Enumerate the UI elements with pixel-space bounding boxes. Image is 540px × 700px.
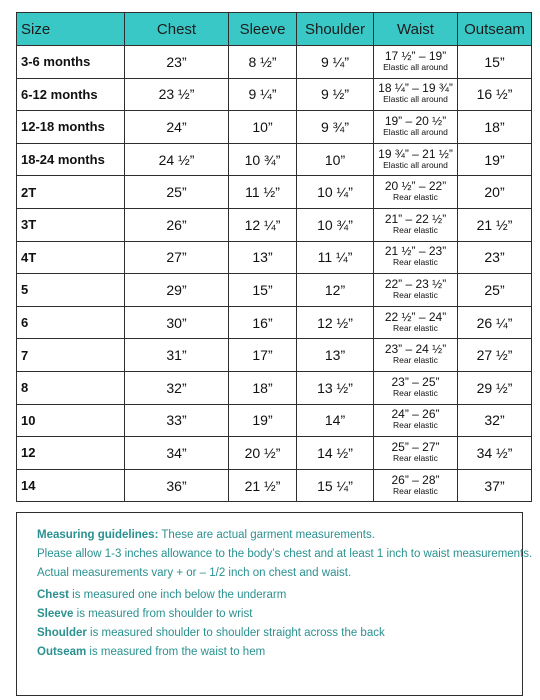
waist-range: 22 ½” – 24” [384,309,447,324]
shoulder-cell: 14 ½” [297,437,374,470]
size-cell: 5 [17,274,125,307]
waist-note: Rear elastic [393,289,438,300]
size-row [17,306,532,339]
definition-term: Outseam [37,646,87,658]
header-sleeve: Sleeve [229,13,297,46]
sleeve-cell: 13” [229,241,297,274]
header-chest: Chest [125,13,229,46]
waist-range: 26” – 28” [391,472,440,487]
size-row [17,469,532,502]
header-waist: Waist [374,13,458,46]
waist-note: Rear elastic [393,257,438,268]
waist-cell [374,339,458,372]
outseam-cell: 16 ½” [458,78,532,111]
chest-cell: 31” [125,339,229,372]
waist-cell [374,78,458,111]
size-cell: 2T [17,176,125,209]
size-cell: 8 [17,371,125,404]
waist-range: 21 ½” – 23” [384,244,447,259]
size-row [17,371,532,404]
outseam-cell: 20” [458,176,532,209]
waist-range: 18 ¼” – 19 ¾” [378,81,453,96]
measuring-guidelines [16,512,533,696]
sleeve-cell: 12 ¼” [229,208,297,241]
outseam-cell: 34 ½” [458,437,532,470]
size-row [17,46,532,79]
sleeve-cell: 19” [229,404,297,437]
waist-cell [374,437,458,470]
shoulder-cell: 14” [297,404,374,437]
shoulder-cell: 10 ¼” [297,176,374,209]
waist-note: Elastic all around [383,94,448,105]
header-shoulder: Shoulder [297,13,374,46]
waist-range: 22” – 23 ½” [384,276,447,291]
header-size: Size [17,13,125,46]
chest-cell: 23” [125,46,229,79]
size-cell: 6 [17,306,125,339]
sleeve-cell: 16” [229,306,297,339]
waist-note: Rear elastic [393,192,438,203]
outseam-cell: 29 ½” [458,371,532,404]
waist-note: Rear elastic [393,420,438,431]
outseam-cell: 37” [458,469,532,502]
size-row [17,274,532,307]
size-cell: 18-24 months [17,143,125,176]
waist-cell [374,176,458,209]
waist-note: Elastic all around [383,61,448,72]
sleeve-cell: 8 ½” [229,46,297,79]
sleeve-cell: 21 ½” [229,469,297,502]
outseam-cell: 23” [458,241,532,274]
definition-chest [37,589,286,601]
size-row [17,176,532,209]
chest-cell: 25” [125,176,229,209]
chest-cell: 27” [125,241,229,274]
definition-term: Shoulder [37,627,87,639]
waist-note: Elastic all around [383,159,448,170]
waist-cell [374,404,458,437]
size-row [17,208,532,241]
shoulder-cell: 13” [297,339,374,372]
chest-cell: 33” [125,404,229,437]
size-cell: 7 [17,339,125,372]
shoulder-cell: 9 ½” [297,78,374,111]
outseam-cell: 26 ¼” [458,306,532,339]
shoulder-cell: 10 ¾” [297,208,374,241]
sleeve-cell: 18” [229,371,297,404]
definition-text: is measured one inch below the underarm [68,589,287,601]
outseam-cell: 27 ½” [458,339,532,372]
size-row [17,404,532,437]
definition-term: Chest [37,589,69,601]
size-row [17,339,532,372]
chest-cell: 26” [125,208,229,241]
shoulder-cell: 11 ¼” [297,241,374,274]
waist-cell [374,469,458,502]
sleeve-cell: 9 ¼” [229,78,297,111]
waist-range: 19 ¾” – 21 ½” [378,146,453,161]
size-row [17,78,532,111]
shoulder-cell: 12” [297,274,374,307]
header-outseam: Outseam [458,13,532,46]
size-cell: 12 [17,437,125,470]
shoulder-cell: 9 ¼” [297,46,374,79]
guidelines-intro-text: These are actual garment measurements. [158,529,375,541]
definition-term: Sleeve [37,608,74,620]
waist-range: 19” – 20 ½” [384,113,447,128]
waist-note: Rear elastic [393,452,438,463]
outseam-cell: 18” [458,111,532,144]
size-row [17,143,532,176]
size-chart-body [17,46,532,502]
waist-range: 20 ½” – 22” [384,179,447,194]
chest-cell: 32” [125,371,229,404]
chest-cell: 34” [125,437,229,470]
waist-note: Rear elastic [393,224,438,235]
waist-range: 17 ½” – 19” [384,48,447,63]
guidelines-intro [37,529,375,541]
sleeve-cell: 20 ½” [229,437,297,470]
chest-cell: 36” [125,469,229,502]
size-cell: 10 [17,404,125,437]
chest-cell: 24” [125,111,229,144]
waist-cell [374,274,458,307]
guidelines-title: Measuring guidelines: [37,529,159,541]
waist-cell [374,371,458,404]
guidelines-allowance: Please allow 1-3 inches allowance to the body’s chest and at least 1 inch to waist measurements. [37,548,533,560]
shoulder-cell: 10” [297,143,374,176]
waist-cell [374,111,458,144]
size-cell: 6-12 months [17,78,125,111]
outseam-cell: 15” [458,46,532,79]
size-cell: 3-6 months [17,46,125,79]
shoulder-cell: 12 ½” [297,306,374,339]
definition-shoulder [37,627,385,639]
size-row [17,437,532,470]
waist-note: Elastic all around [383,126,448,137]
size-row [17,241,532,274]
waist-range: 24” – 26” [391,407,440,422]
chest-cell: 23 ½” [125,78,229,111]
outseam-cell: 19” [458,143,532,176]
shoulder-cell: 15 ¼” [297,469,374,502]
waist-cell [374,241,458,274]
waist-range: 25” – 27” [391,439,440,454]
size-cell: 12-18 months [17,111,125,144]
guidelines-variance: Actual measurements vary + or – 1/2 inch on chest and waist. [37,567,352,579]
size-cell: 4T [17,241,125,274]
outseam-cell: 25” [458,274,532,307]
waist-cell [374,143,458,176]
waist-note: Rear elastic [393,322,438,333]
definition-text: is measured from shoulder to wrist [73,608,253,620]
size-cell: 3T [17,208,125,241]
outseam-cell: 32” [458,404,532,437]
waist-note: Rear elastic [393,355,438,366]
waist-note: Rear elastic [393,485,438,496]
waist-cell [374,306,458,339]
waist-range: 23” – 25” [391,374,440,389]
outseam-cell: 21 ½” [458,208,532,241]
sleeve-cell: 11 ½” [229,176,297,209]
definition-text: is measured from the waist to hem [86,646,266,658]
sleeve-cell: 10” [229,111,297,144]
chest-cell: 24 ½” [125,143,229,176]
definition-text: is measured shoulder to shoulder straight across the back [86,627,385,639]
sleeve-cell: 17” [229,339,297,372]
header-row [17,13,532,46]
chest-cell: 30” [125,306,229,339]
size-row [17,111,532,144]
size-chart-table [16,12,532,502]
waist-cell [374,208,458,241]
waist-range: 21” – 22 ½” [384,211,447,226]
shoulder-cell: 9 ¾” [297,111,374,144]
sleeve-cell: 15” [229,274,297,307]
chest-cell: 29” [125,274,229,307]
waist-cell [374,46,458,79]
definition-sleeve [37,608,252,620]
size-cell: 14 [17,469,125,502]
shoulder-cell: 13 ½” [297,371,374,404]
waist-range: 23” – 24 ½” [384,342,447,357]
sleeve-cell: 10 ¾” [229,143,297,176]
definition-outseam [37,646,265,658]
waist-note: Rear elastic [393,387,438,398]
